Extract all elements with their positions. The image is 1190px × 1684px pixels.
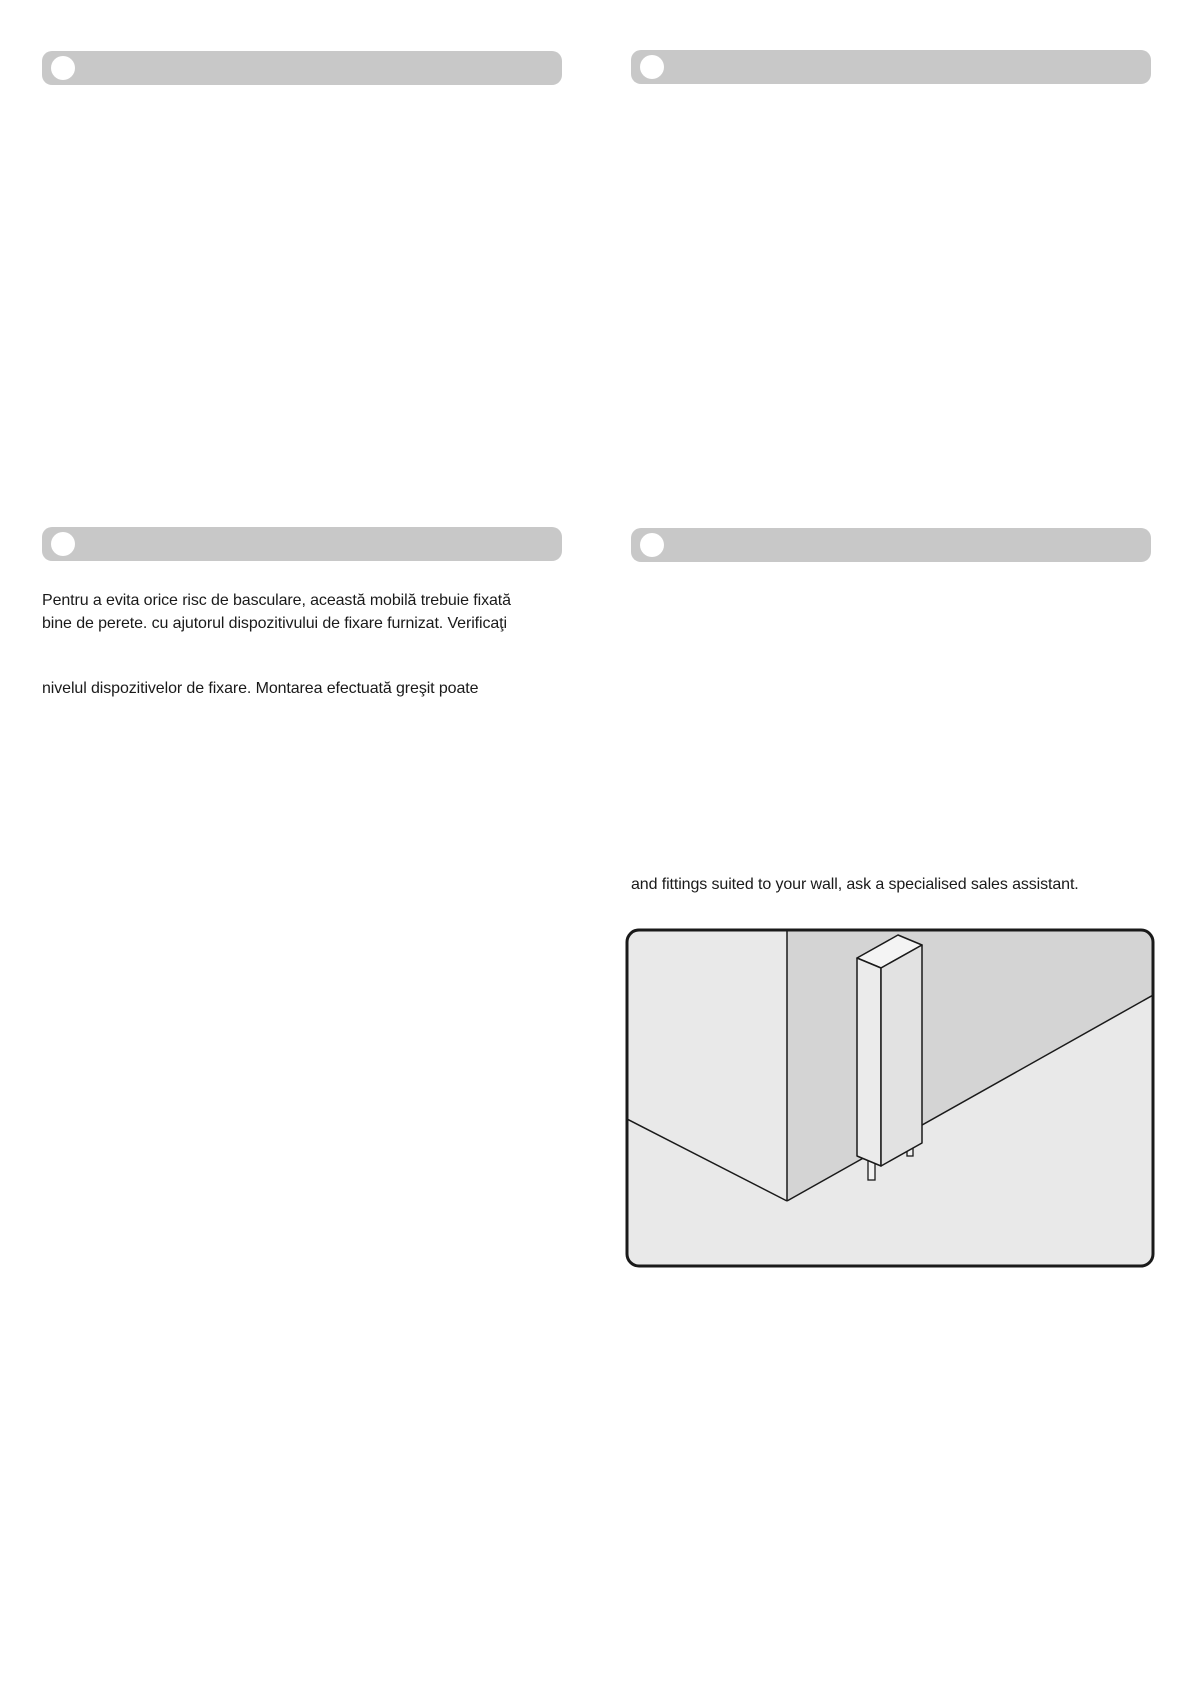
cabinet-wall-fixing-illustration: [625, 928, 1155, 1268]
section-header-middle-right: [631, 528, 1151, 562]
section-header-top-left: [42, 51, 562, 85]
step-number-circle: [640, 533, 664, 557]
tall-cabinet: [857, 935, 922, 1166]
step-number-circle: [51, 532, 75, 556]
cabinet-front: [857, 958, 881, 1166]
step-number-circle: [51, 56, 75, 80]
warning-text-line-1: Pentru a evita orice risc de basculare, această mobilă trebuie fixată: [42, 592, 511, 609]
section-header-top-right: [631, 50, 1151, 84]
warning-text-line-2: bine de perete. cu ajutorul dispozitivului de fixare furnizat. Verificaţi: [42, 615, 507, 632]
warning-text-line-3: nivelul dispozitivelor de fixare. Montarea efectuată greşit poate: [42, 680, 479, 697]
cabinet-side: [881, 945, 922, 1166]
step-number-circle: [640, 55, 664, 79]
english-note-text: and fittings suited to your wall, ask a specialised sales assistant.: [631, 876, 1079, 893]
section-header-middle-left: [42, 527, 562, 561]
